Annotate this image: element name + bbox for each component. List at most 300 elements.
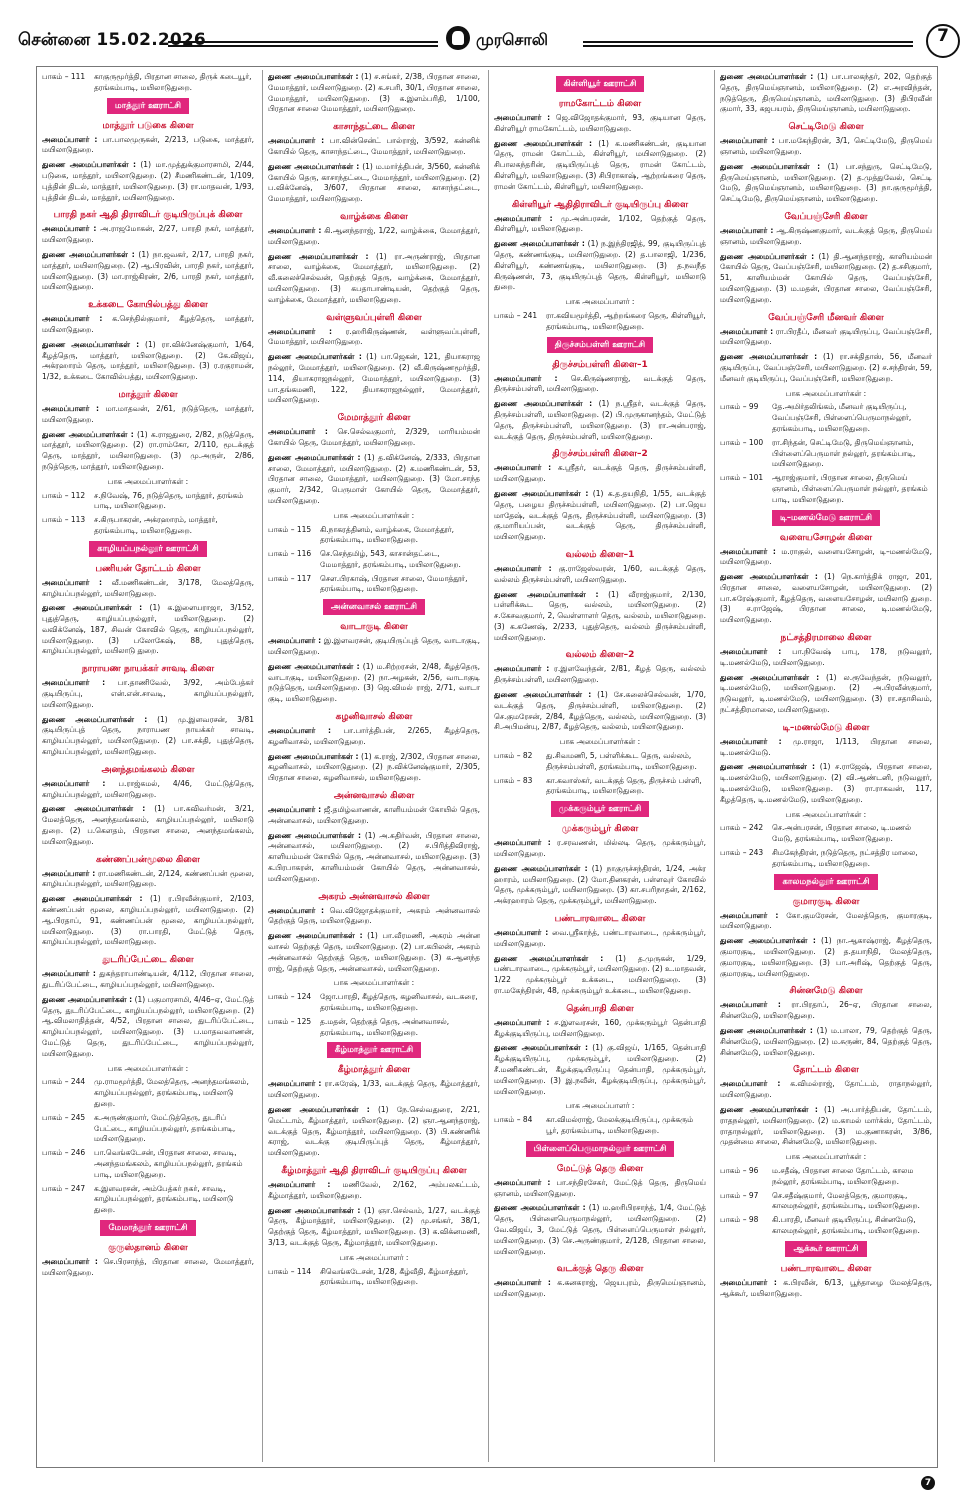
booth-member: செ.சதீஷ்குமார், மேலத்தெரு, குமாரகுடி, காலமநல்லூர், தரங்கம்பாடி, மயிலாடுதுறை. [772,1190,920,1211]
panchayat-heading: மாத்தூர் ஊராட்சி [107,98,189,114]
appointment-entry [268,72,480,115]
appointment-entry [494,690,706,733]
masthead-logo-icon [446,26,470,50]
appointment-entry [42,340,254,383]
branch-heading: பண்டாரவாடை கிளை [780,1263,872,1274]
booth-entry [720,438,932,470]
member-details: (1) க.ராஜ், 2/302, பிரதான சாலை, கழனிவாசல், மயிலாடுதுறை. (2) ந.விக்னேஷ்குமார், 2/305, பிரதான சாலை, கழனிவாசல், மயிலாடுதுறை. [268,751,480,783]
role-label: துணை அமைப்பாளர்கள் : [268,830,362,840]
role-label: துணை அமைப்பாளர்கள் : [494,1043,588,1053]
appointment-entry [268,1079,480,1101]
member-details: பா.சந்திரசேகர், மேட்டுத் தெரு, திருமெய் ஞானம், மயிலாடுதுறை. [494,1177,706,1198]
booth-member: கா.கவாஸ்கர், வடக்குத் தெரு, திருச்சம் பள்ளி, தரங்கம்பாடி, மயிலாடுதுறை. [546,775,702,796]
role-label: துணை அமைப்பாளர்கள் : [494,1203,586,1213]
booth-entry [720,1215,932,1237]
booth-entry [42,1184,254,1216]
role-label: அமைப்பாளர் : [42,868,96,878]
role-label: அமைப்பாளர் : [42,403,100,413]
member-details: (1) க.த.தயநிதி, 1/55, வடக்குத் தெரு, பழைய திருச்சம்பள்ளி, மயிலாடுதுறை. (2) பா.ஜெய மாதேஷ், வடக்குத் தெரு, திருச்சம்பள்ளி, மயிலாடுதுறை. (3) கு.மாரியப்பன், வடக்குத் தெரு, திருச்சம்பள்ளி, மயிலாடுதுறை. [494,488,706,542]
booth-number: பாகம் – 113 [42,515,86,525]
role-label: துணை அமைப்பாளர்கள் : [268,352,362,362]
appointment-entry [42,404,254,426]
appointment-entry [494,1178,706,1200]
page-header [18,24,964,60]
role-label: துணை அமைப்பாளர்கள் : [268,661,360,671]
member-details: ஜெ.விஜோதக்குமார், 93, குடியான தெரு, கிள்ளியூர் ராமகோட்டம், மயிலாடுதுறை. [494,113,706,133]
appointment-entry [268,636,480,658]
booth-number: பாகம் – 99 [720,402,759,412]
role-label: துணை அமைப்பாளர்கள் : [268,931,363,941]
appointment-entry [42,160,254,203]
member-details: (1) க.ராஜதுரை, 2/82, நடுத்தெரு, மாத்தூர், மயிலாடுதுறை. (2) ரா.ராம்கோ, 2/110, மூடக்குத் தெரு, மாத்தூர், மயிலாடுதுறை. (3) மு.அருள், 2/86, நடுத்தெரு, மாத்தூர், மயிலாடுதுறை. [42,429,254,471]
role-label: துணை அமைப்பாளர்கள் : [42,249,135,259]
member-details: ஜீ.தமிழ்வாணன், காளியம்மன் கோயில் தெரு, அன்னவாசல், மயிலாடுதுறை. [268,805,480,825]
branch-heading: முக்கரும்பூர் கிளை [561,824,639,835]
booth-member: மு.ராமமூர்த்தி, மேலத்தெரு, அனந்தமங்கலம், காழியப்பநல்லூர், தரங்கம்பாடி, மயிலாடு துறை. [94,1077,249,1108]
member-details: க.செந்தில்குமார், கீழத்தெரு, மாத்தூர், மயிலாடுதுறை. [42,314,254,334]
branch-heading: வல்லம் கிளை–1 [565,549,635,560]
role-label: அமைப்பாளர் : [720,326,774,336]
booth-member: ம.சதீஷ், பிரதான சாலை தோட்டம், காலம நல்லூர், தரங்கம்பாடி, மயிலாடுதுறை. [772,1165,914,1186]
booth-number: பாகம் – 112 [42,490,86,500]
branch-heading: ராமகோட்டம் கிளை [558,99,642,109]
booth-heading: பாக அமைப்பாளர்கள் : [785,1152,867,1162]
booth-heading: பாக அமைப்பாளர்கள் : [333,978,415,988]
booth-number: பாகம் – 114 [268,1266,312,1276]
appointment-entry [720,911,932,933]
member-details: பா.மகேந்திரன், 3/1, செட்டிமேடு, திருமெய் ஞானம், மயிலாடுதுறை. [720,136,932,156]
appointment-entry [268,726,480,748]
column-3 [494,72,706,1462]
role-label: துணை அமைப்பாளர்கள் : [720,572,818,582]
appointment-entry [494,399,706,442]
member-details: (1) பா.பாலகந்தர், 202, தெற்குத் தெரு, திருமெய்ஞானம், மயிலாடுதுறை. (2) எ.அரவிந்தன், நடுத்தெரு, திருமெய்ஞானம், மயிலாடுதுறை. (3) திபிரவீன் குமார், 33, கஜபயரம், திருமெய்ஞானம், மயிலாடுதுறை. [720,72,932,114]
member-details: ர.இளவேந்தன், 2/81, கீழத் தெரு, வல்லம் திருச்சம்பள்ளி, மயிலாடுதுறை. [494,664,706,685]
role-label: அமைப்பாளர் : [494,1177,551,1187]
booth-member: சௌ.பிரகாஷ், பிரதான சாலை, மேமாத்தூர், தரங்கம்பாடி, மயிலாடுதுறை. [320,573,468,594]
appointment-entry [720,1079,932,1101]
panchayat-heading: ஆக்கூர் ஊராட்சி [785,1241,866,1257]
member-details: (1) ரா.சக்திதாஸ், 56, மீனவர் குடியிருப்பு, வேப்பஞ்சேரி, மயிலாடுதுறை. (2) ச.சந்திரன், 59, மீனவர் குடியிருப்பு, வேப்பஞ்சேரி, மயிலாடுதுறை. [720,352,932,383]
appointment-entry [42,578,254,600]
booth-number: பாகம் – 101 [720,473,764,483]
booth-entry [42,72,254,94]
booth-number: பாகம் – 100 [720,437,764,447]
branch-heading: அனந்தமங்கலம் கிளை [101,764,195,775]
appointment-entry [720,327,932,349]
appointment-entry [268,752,480,784]
role-label: துணை அமைப்பாளர்கள் : [494,488,589,498]
role-label: அமைப்பாளர் : [494,1017,550,1027]
branch-heading: அன்னவாசல் கிளை [333,791,415,802]
booth-entry [268,574,480,596]
role-label: துணை அமைப்பாளர்கள் : [268,161,360,171]
role-label: அமைப்பாளர் : [268,726,332,736]
appointment-entry [42,779,254,801]
role-label: துணை அமைப்பாளர்கள் : [42,603,143,613]
member-details: (1) கு.விஜய், 1/165, தென்பாதி கீழக்குடியிருப்பு, முக்கரும்பூர், மயிலாடுதுறை. (2) சீ.மணிகண்டன், கீழக்குடியிருப்பு தென்பாதி, முக்கரும்பூர், மயிலாடுதுறை. (3) இ.நவீன், கீழக்குடியிருப்பு, முக்கரும்பூர், மயிலாடுதுறை. [494,1043,706,1096]
booth-number: பாகம் – 115 [268,524,312,534]
branch-heading: வள்ளுவப்புள்ளி கிளை [326,312,422,323]
role-label: அமைப்பாளர் : [494,1278,551,1288]
booth-number: பாகம் – 246 [42,1148,86,1158]
appointment-entry [494,664,706,686]
role-label: அமைப்பாளர் : [494,563,552,573]
member-details: (1) ஞா.செல்வம், 1/27, வடக்குத் தெரு, கீழ்மாத்தூர், மயிலாடுதுறை. (2) மு.சங்கர், 38/1, தெற்குத் தெரு, கீழ்மாத்தூர், மயிலாடுதுறை. (3) க.விக்னமணி, 3/13, வடக்குத் தெரு, கீழ்மாத்தூர், மயிலாடுதுறை. [268,1205,480,1247]
role-label: துணை அமைப்பாளர்கள் : [720,1104,818,1114]
member-details: (1) அ.சுதிர்வன், பிரதான சாலை, அன்னவாசல், மயிலாடுதுறை. (2) ச.பிரித்திவிராஜ், காளியம்மன் கோயில் தெரு, அன்னவாசல், மயிலாடுதுறை. (3) க.பிரபாகரன், காளியம்மன் கோயில் தெரு, அன்னவாசல், மயிலாடுதுறை. [268,830,480,883]
column-4 [720,72,932,1462]
role-label: துணை அமைப்பாளர்கள் : [42,804,146,814]
booth-number: பாகம் – 83 [494,775,533,785]
booth-member: கா.விமல்ராஜ், மேலக்குடியிருப்பு, முக்கரும் பூர், தரங்கம்பாடி, மயிலாடுதுறை. [546,1115,694,1135]
member-details: மு.ராஜா, 1/113, பிரதான சாலை, டி.மணல்மேடு. [720,736,932,757]
role-label: துணை அமைப்பாளர்கள் : [720,936,816,946]
branch-heading: நாராயண நாயக்கர் சாவடி கிளை [81,664,215,675]
role-label: துணை அமைப்பாளர்கள் : [494,399,593,409]
appointment-entry [494,214,706,236]
role-label: அமைப்பாளர் : [720,136,775,146]
appointment-entry [268,931,480,974]
appointment-entry [494,1203,706,1257]
member-details: அ.ராஜமோகன், 2/27, பாரதி நகர், மாத்தூர், மயிலாடுதுறை. [42,224,254,245]
appointment-entry [268,226,480,248]
role-label: அமைப்பாளர் : [720,647,782,657]
booth-number: பாகம் – 242 [720,823,764,833]
panchayat-heading: பிள்ளைப்பெருமாநல்லூர் ஊராட்சி [526,1141,675,1157]
booth-number: பாகம் – 111 [42,72,86,81]
branch-heading: சின்னமேடு கிளை [789,986,863,997]
role-label: அமைப்பாளர் : [494,838,551,848]
booth-member: செ.அன்பரசன், பிரதான சாலை, டி.மணல் மேடு, தரங்கம்பாடி, மயிலாடுதுறை. [772,823,912,844]
member-details: மு.அன்பரசன், 1/102, தெற்குத் தெரு, கிள்ளியூர், மயிலாடுதுறை. [494,213,706,234]
member-details: பா.வின்சென்ட் பால்ராஜ், 3/592, கன்னிக் கோயில் தெரு, காசாந்தட்டை, மேமாத்தூர், மயிலாடுதுறை. [268,136,480,156]
panchayat-heading: காழியப்பநல்லூர் ஊராட்சி [89,541,206,557]
booth-member: பா.வெங்கடேசன், பிரதான சாலை, சாவடி, அனந்தமங்கலம், காழியப்பநல்லூர், தரங்கம் பாடி, மயிலாடுதுறை. [94,1148,243,1179]
panchayat-heading: கிள்ளியூர் ஊராட்சி [556,76,645,92]
booth-heading: பாக அமைப்பாளர்கள் : [107,476,189,486]
panchayat-heading: முக்கரும்பூர் ஊராட்சி [551,801,650,817]
member-details: (1) பகுமாரசாமி, 4/46–ஏ, மேட்டுத் தெரு, துடரிப்பேட்டை, காழியப்பநல்லூர், மயிலாடுதுறை. (2) ஆ.விமலாதித்தன், 4/52, பிரதான சாலை, துடரிப்பேட்டை, காழியப்பநல்லூர், மயிலாடுதுறை. (3) ப.மாதவவாணன், மேட்டுத் தெரு, துடரிப்பேட்டை, காழியப்பநல்லூர், மயிலாடுதுறை. [42,994,254,1058]
edition-date: சென்னை 15.02.2026 [18,30,206,50]
branch-heading: கண்ணப்பன்மூலை கிளை [96,854,200,865]
appointment-entry [720,1105,932,1148]
role-label: அமைப்பாளர் : [720,736,782,746]
booth-member: சிமகேந்திரன், நடுத்தெரு, நட்சத்திர மாலை, தரங்கம்பாடி, மயிலாடுதுறை. [772,848,918,868]
appointment-entry [42,250,254,293]
role-label: துணை அமைப்பாளர்கள் : [268,72,359,81]
member-details: இ.இளவரசன், குடியிருப்புத் தெரு, வாடாகுடி, மயிலாடுதுறை. [268,636,480,657]
role-label: துணை அமைப்பாளர்கள் : [720,762,815,772]
booth-entry [268,992,480,1014]
footer-page-number: 7 [921,1476,935,1490]
appointment-entry [268,1206,480,1249]
appointment-entry [720,252,932,306]
role-label: துணை அமைப்பாளர்கள் : [42,994,133,1004]
member-details: ர.ஹரிகிருஷ்ணன், வள்ளுவப்புள்ளி, மேமாத்தூர், மயிலாடுதுறை. [268,326,480,347]
branch-heading: குமாரகுடி கிளை [792,896,860,907]
appointment-entry [494,590,706,644]
appointment-entry [720,737,932,759]
member-details: (1) க.மணிகண்டன், குடியான தெரு, ராமன் கோட்டம், கிள்ளியூர், மயிலாடுதுறை. (2) சிபாலசுந்தரின், குடியிருப்புத் தெரு, ராமன் கோட்டம், கிள்ளியூர், மயிலாடுதுறை. (3) சிபிராகாஷ், ஆற்றங்கரை தெரு, ராமன் கோட்டம், கிள்ளியூர், மயிலாடுதுறை. [494,138,706,191]
member-details: பா.தாணிவேல், 3/92, அம்பேத்கர் குடியிருப்பு, என்.என்.சாவடி, காழியப்பநல்லூர், மயிலாடுதுறை. [42,678,254,709]
booth-heading: பாக அமைப்பாளர்கள் : [785,809,867,819]
member-details: (1) மு.இளவரசன், 3/81 குடியிருப்புத் தெரு, நாராயண நாயக்கர் சாவடி, காழியப்பநல்லூர், மயிலாடுதுறை. (2) பா.சக்தி, புதுத்தெரு, காழியப்பநல்லூர், மயிலாடுதுறை. [42,714,254,757]
branch-heading: கழனிவாசல் கிளை [335,712,413,723]
member-details: செ.செல்வகுமார், 2/329, மாரியம்மன் கோயில் தெரு, மேமாத்தூர், மயிலாடுதுறை. [268,427,480,447]
appointment-entry [494,1018,706,1040]
branch-heading: நட்சத்திரமாலை கிளை [780,633,872,644]
appointment-entry [268,1105,480,1159]
branch-heading: கீழ்மாத்தூர் ஆதி திராவிடர் குடியிருப்பு கிளை [281,1165,467,1176]
role-label: அமைப்பாளர் : [720,1000,781,1010]
role-label: துணை அமைப்பாளர்கள் : [42,894,143,904]
branch-heading: வேப்பஞ்சேரி கிளை [784,211,868,222]
branch-heading: துடரிப்பேட்டை கிளை [102,955,194,966]
appointment-entry [720,1000,932,1022]
booth-heading: பாக அமைப்பாளர் : [339,1252,409,1262]
role-label: துணை அமைப்பாளர்கள் : [720,251,815,261]
appointment-entry [720,936,932,979]
member-details: செ.பிரசாந்த், பிரதான சாலை, மேமாத்தூர், மயிலாடுதுறை. [42,1256,254,1277]
appointment-entry [720,547,932,569]
booth-entry [42,515,254,537]
newspaper-name: முரசொலி [476,30,548,49]
booth-number: பாகம் – 117 [268,573,312,583]
role-label: துணை அமைப்பாளர்கள் : [42,160,137,170]
branch-heading: திருச்சம்பள்ளி கிளை–2 [552,449,648,460]
appointment-entry [494,1043,706,1097]
member-details: க.கனகராஜ், ஜெயபுரம், திருமெய்ஞானம், மயிலாடுதுறை. [494,1278,706,1299]
role-label: துணை அமைப்பாளர்கள் : [268,251,369,261]
branch-heading: வாழ்க்கை கிளை [340,211,408,222]
booth-entry [720,402,932,434]
appointment-entry [494,838,706,860]
booth-number: பாகம் – 97 [720,1190,759,1200]
role-label: அமைப்பாளர் : [268,225,322,235]
appointment-entry [268,252,480,306]
role-label: துணை அமைப்பாளர்கள் : [42,339,140,349]
appointment-entry [268,162,480,205]
column-divider [714,70,715,1462]
appointment-entry [494,1278,706,1300]
member-details: துகந்தராபாண்டியன், 4/112, பிரதான சாலை, துடரிப்பேட்டை, காழியப்பநல்லூர், மயிலாடுதுறை. [42,969,254,990]
role-label: அமைப்பாளர் : [42,577,103,587]
booth-member: ரா.கவியமூர்த்தி, ஆற்றங்கரை தெரு, கிள்ளியூர், தரங்கம்பாடி, மயிலாடுதுறை. [546,310,706,331]
panchayat-heading: மேமாத்தூர் ஊராட்சி [100,1220,195,1236]
booth-number: பாகம் – 125 [268,1016,312,1026]
member-details: செ.கிருஷ்ணராஜ், வடக்குத் தெரு, திருச்சம்பள்ளி, மயிலாடுதுறை. [494,373,706,394]
branch-heading: வேப்பஞ்சேரி மீனவர் கிளை [768,312,884,323]
panchayat-heading: காலமநல்லூர் ஊராட்சி [774,874,877,890]
member-details: மா.மாதவன், 2/61, நடுத்தெரு, மாத்தூர், மயிலாடுதுறை. [42,403,254,424]
appointment-entry [494,239,706,293]
member-details: பா.நிவேஷ் பாபு, 178, நடுவலூர், டி.மணல்மேடு, மயிலாடுதுறை. [720,647,932,667]
booth-member: க.இளவரசன், அம்பேத்கர் நகர், சாவடி, காழியப்பநல்லூர், தரங்கம்பாடி, மயிலாடு துறை. [94,1183,234,1215]
booth-entry [720,848,932,870]
appointment-entry [720,647,932,669]
member-details: (1) த.விக்னேஷ், 2/333, பிரதான சாலை, மேமாத்தூர், மயிலாடுதுறை. (2) க.மணிகண்டன், 53, பிரதான சாலை, மேமாத்தூர், மயிலாடுதுறை. (3) மோ.சாந்த குமார், 2/342, பெருமாள் கோயில் தெரு, மேமாத்தூர், மயிலாடுதுறை. [268,452,480,505]
appointment-entry [268,352,480,406]
appointment-entry [42,314,254,336]
role-label: துணை அமைப்பாளர்கள் : [720,672,820,682]
appointment-entry [268,805,480,827]
member-details: ஆ.கிருஷ்ணகுமார், வடக்குத் தெரு, திருமெய் ஞானம், மயிலாடுதுறை. [720,225,932,246]
role-label: அமைப்பாளர் : [494,463,552,473]
booth-entry [268,549,480,571]
member-details: (1) பா.கவிவர்மன், 3/21, மேலத்தெரு, அனந்தமங்கலம், காழியப்பநல்லூர், மயிலாடு துறை. (2) ப.கௌதம், பிரதான சாலை, அனந்தமங்கலம், மயிலாடுதுறை. [42,804,254,846]
branch-heading: தோட்டம் கிளை [793,1065,859,1076]
booth-entry [720,473,932,505]
branch-heading: வல்லம் கிளை–2 [565,650,635,661]
member-details: கு.ராஜேஸ்வரன், 1/60, வடக்குத் தெரு, வல்லம் திருச்சம்பள்ளி, மயிலாடுதுறை. [494,563,706,584]
column-divider [262,70,263,1462]
appointment-entry [42,969,254,991]
panchayat-heading: டி–மணல்மேடு ஊராட்சி [772,510,880,526]
role-label: துணை அமைப்பாளர்கள் : [494,138,592,148]
booth-member: ஆராஜ்குமார், பிரதான சாலை, திருமெய் ஞானம், பிள்ளைப்பெருமாள் நல்லூர், தரங்கம் பாடி, மயிலாடுதுறை. [772,473,928,504]
role-label: துணை அமைப்பாளர்கள் : [720,1026,813,1035]
member-details: (1) த.முருகன், 1/29, பண்டாரவாடை, முக்கரும்பூர், மயிலாடுதுறை. (2) உ.மாதவன், 1/22 முக்கரும்பூர் உக்கடை, மயிலாடுதுறை. (3) ரா.மகேந்திரன், 48, முக்கரும்பூர் உக்கடை, மயிலாடுதுறை. [494,953,706,996]
member-details: (1) ல.ரூவேந்தன், நடுவலூர், டி.மணல்மேடு, மயிலாடுதுறை. (2) அ.பிரவீன்குமார், நடுவலூர், டி.மணல்மேடு, மயிலாடுதுறை. (3) ரா.சதாசிவம், நட்சத்திரமாலை, மயிலாடுதுறை. [720,672,932,715]
appointment-entry [268,1180,480,1202]
role-label: துணை அமைப்பாளர்கள் : [720,72,814,81]
role-label: துணை அமைப்பாளர்கள் : [42,429,134,439]
branch-heading: குருஸ்தானம் கிளை [108,1242,188,1253]
column-2 [268,72,480,1462]
role-label: துணை அமைப்பாளர்கள் : [268,1205,361,1215]
booth-member: ச.கிருபாகரன், அக்ரஹாரம், மாத்தூர், தரங்கம்பாடி, மயிலாடுதுறை. [94,515,218,535]
branch-heading: பணியன் தோட்டம் கிளை [95,563,201,574]
branch-heading: மேமாத்தூர் கிளை [337,413,411,424]
booth-entry [494,1115,706,1137]
booth-member: ச.நிவேஷ், 76, நடுத்தெரு, மாத்தூர், தரங்கம் பாடி, மயிலாடுதுறை. [94,490,244,511]
booth-member: செ.செந்தமிழ், 543, காசான்தட்டை, மேமாத்தூர், தரங்கம்பாடி, மயிலாடுதுறை. [320,549,461,569]
booth-entry [268,1017,480,1039]
role-label: அமைப்பாளர் : [494,113,551,122]
appointment-entry [720,352,932,384]
booth-entry [494,751,706,773]
appointment-entry [268,453,480,507]
appointment-entry [494,139,706,193]
member-details: (1) ம.சிற்றரசன், 2/48, கீழத்தெரு, வாடாகுடி, மயிலாடுதுறை. (2) நா.அழகன், 2/56, வாடாகுடி நடுத்தெரு, மயிலாடுதுறை. (3) ஜெ.விமல் ராஜ், 2/71, வாடா குடி, மயிலாடுதுறை. [268,661,480,704]
appointment-entry [720,673,932,716]
booth-number: பாகம் – 98 [720,1215,759,1225]
appointment-entry [720,1278,932,1300]
booth-entry [494,311,706,333]
booth-member: ரா.சிந்தன், செட்டிமேடு, திருமெய்ஞானம், பிள்ளைப்பெருமாள் நல்லூர், தரங்கம்பாடி, மயிலாடுதுறை. [772,437,916,469]
member-details: (1) சே.கலைச்செல்வன், 1/70, வடக்குத் தெரு, திருச்சம்பள்ளி, மயிலாடுதுறை. (2) செ.குமரேசன், 2/84, கீழத்தெரு, வல்லம், மயிலாடுதுறை. (3) சி.அபிமன்யு, 2/87, கீழத்தெரு, வல்லம், மயிலாடுதுறை. [494,690,706,732]
member-details: (1) நெ.கார்த்திக் ராஜா, 201, பிரதான சாலை, வளையசோழன், மயிலாடுதுறை. (2) பா.சுரேஷ்குமார், கீழத்தெரு, வளையசோழன், மயிலாடு துறை. (3) ச.ராஜேஷ், பிரதான சாலை, டி.மணல்மேடு, மயிலாடுதுறை. [720,572,932,625]
appointment-entry [42,603,254,657]
booth-entry [268,525,480,547]
role-label: அமைப்பாளர் : [268,427,328,437]
branch-heading: டி–மணல்மேடு கிளை [782,722,870,733]
appointment-entry [42,135,254,157]
role-label: அமைப்பாளர் : [268,636,322,646]
member-details: (1) ர.பிரவீன்குமார், 2/103, கண்ணப்பன் மூலை, காழியப்பநல்லூர், மயிலாடுதுறை. (2) ஆ.பிரதாப், 91, கண்ணப்பன் மூலை, காழியப்பநல்லூர், மயிலாடுதுறை. (3) ரா.பாரதி, மேட்டுத் தெரு, காழியப்பநல்லூர், மயிலாடுதுறை. [42,894,254,947]
role-label: அமைப்பாளர் : [42,678,106,688]
role-label: அமைப்பாளர் : [268,1079,322,1089]
member-details: (1) பா.ஜெகன், 121, தியாகராஜ நல்லூர், மேமாத்தூர், மயிலாடுதுறை. (2) வீ.கிருஷ்ணமூர்த்தி, 114, தியாகராஜநல்லூர், மேமாத்தூர், மயிலாடுதுறை. (3) பா.தங்கமணி, 122, தியாகராஜநல்லூர், மேமாத்தூர், மயிலாடுதுறை. [268,352,480,405]
appointment-entry [494,489,706,543]
role-label: துணை அமைப்பாளர்கள் : [268,452,361,462]
appointment-entry [42,995,254,1060]
branch-heading: அகரம் அன்னவாசல் கிளை [318,891,430,902]
appointment-entry [494,463,706,485]
booth-member: சிவெங்கடேசன், 1/28, கீழ்வீதி, கீழ்மாத்தூர், தரங்கம்பாடி, மயிலாடுதுறை. [320,1266,469,1287]
appointment-entry [720,72,932,115]
member-details: ரா.சுரேஷ், 1/33, வடக்குத் தெரு, கீழ்மாத்தூர், மயிலாடுதுறை. [268,1079,480,1100]
role-label: அமைப்பாளர் : [494,664,550,674]
role-label: துணை அமைப்பாளர்கள் : [494,863,588,873]
booth-member: காகுருமூர்த்தி, பிரதான சாலை, திருக் கடையூர், தரங்கம்பாடி, மயிலாடுதுறை. [94,72,252,92]
booth-number: பாகம் – 116 [268,549,312,559]
appointment-entry [268,136,480,158]
member-details: ச.இளவரசன், 160, முக்கரும்பூர் தென்பாதி கீழக்குடியிருப்பு, மயிலாடுதுறை. [494,1017,706,1038]
booth-entry [42,1077,254,1109]
member-details: ரா.மணிகண்டன், 2/124, கண்ணப்பன் மூலை, காழியப்பநல்லூர், மயிலாடுதுறை. [42,868,254,889]
appointment-entry [42,804,254,847]
member-details: ர.சரவணன், மில்லடி தெரு, முக்கரும்பூர், மயிலாடுதுறை. [494,838,706,859]
member-details: (1) நாகுருச்சந்திரன், 1/24, அக்ர ஹாரம், மயிலாடுதுறை. (2) மோ.தினகரன், பள்ளவுர் கோவில் தெரு, முக்கரும்பூர், மயிலாடுதுறை. (3) கா.சபரிநாதன், 2/162, அக்ரஹாரம் தெரு, முக்கரும்பூர், மயிலாடுதுறை. [494,863,706,906]
appointment-entry [42,430,254,473]
appointment-entry [268,327,480,349]
branch-heading: வாடாகுடி கிளை [340,622,408,633]
member-details: பா.பாலமுருகன், 2/213, படுகை, மாத்தூர், மயிலாடுதுறை. [42,134,254,155]
branch-heading: தென்பாதி கிளை [566,1003,634,1014]
member-details: (1) நா.ஆகாஷ்ராஜ், கீழத்தெரு, குமாரகுடி, மயிலாடுதுறை. (2) த.தயாநிதி, மேலத்தெரு, குமாரகுடி, மயிலாடுதுறை. (3) பா.அரிஷ், தெற்குத் தெரு, குமாரகுடி, மயிலாடுதுறை. [720,936,932,978]
panchayat-heading: கீழ்மாத்தூர் ஊராட்சி [327,1042,421,1058]
booth-entry [720,823,932,845]
booth-entry [268,1267,480,1289]
member-details: ப.ராஜ்கமல், 4/46, மேட்டுத்தெரு, காழியப்பநல்லூர், மயிலாடுதுறை. [42,778,254,799]
role-label: அமைப்பாளர் : [268,326,332,336]
role-label: துணை அமைப்பாளர்கள் : [494,239,585,249]
member-details: (1) நே.செல்வதுரை, 2/21, மெட்டாம், கீழ்மாத்தூர், மயிலாடுதுறை. (2) ஞா.ஆனந்தராஜ், வடக்குத் தெரு, கீழ்மாத்தூர், மயிலாடுதுறை. (3) பி.கண்ணிக் கராஜ், வடக்கு குடியிருப்புத் தெரு, கீழ்மாத்தூர், மயிலாடுதுறை. [268,1104,480,1158]
booth-entry [720,1166,932,1188]
role-label: அமைப்பாளர் : [268,1179,331,1189]
role-label: அமைப்பாளர் : [42,1256,98,1266]
branch-heading: வடக்குத் தெரு கிளை [556,1264,644,1275]
role-label: அமைப்பாளர் : [42,134,98,144]
role-label: அமைப்பாளர் : [720,225,774,235]
role-label: அமைப்பாளர் : [268,805,322,815]
role-label: அமைப்பாளர் : [720,546,776,556]
appointment-entry [494,374,706,396]
appointment-entry [720,162,932,205]
booth-entry [494,776,706,798]
appointment-entry [720,136,932,158]
branch-heading: கீழ்மாத்தூர் கிளை [337,1065,411,1076]
role-label: அமைப்பாளர் : [42,224,97,234]
role-label: துணை அமைப்பாளர்கள் : [268,1104,370,1114]
booth-number: பாகம் – 244 [42,1077,86,1087]
booth-heading: பாக அமைப்பாளர்கள் : [107,1063,189,1073]
member-details: (1) பா.சந்துரு, செட்டிமேடு, திருமெய்ஞானம், மயிலாடுதுறை. (2) த.முத்துவேல், செட்டி மேடு, திருமெய்ஞானம், மயிலாடுதுறை. (3) நா.குருமூர்த்தி, செட்டிமேடு, திருமெய்ஞானம், மயிலாடுதுறை. [720,161,932,204]
role-label: துணை அமைப்பாளர்கள் : [494,690,592,700]
booth-member: கி.நாகரத்தினம், வாழ்க்கை, மேமாத்தூர், தரங்கம்பாடி, மயிலாடுதுறை. [320,524,455,545]
booth-member: தே.அமிர்தலிங்கம், மீனவர் குடியிருப்பு, வேப்பஞ்சேரி, பிள்ளைப்பெருமாநல்லூர், தரங்கம்பாடி, மயிலாடுதுறை. [772,402,912,433]
branch-heading: பாரதி நகர் ஆதி திராவிடர் குடியிருப்புக் கிளை [53,210,243,221]
booth-member: க.அருண்குமார், மேட்டுத்தெரு, துடரிப் பேட்டை, காழியப்பநல்லூர், தரங்கம்பாடி, மயிலாடுதுறை. [94,1112,236,1144]
member-details: (1) தி.ஆனந்தராஜ், காளியம்மன் கோயில் தெரு, வேப்பஞ்சேரி, மயிலாடுதுறை. (2) த.சசிகுமார், 51, காளியம்மன் கோயில் தெரு, வேப்பஞ்சேரி, மயிலாடுதுறை. (3) ம.மதன், பிரதான சாலை, வேப்பஞ்சேரி, மயிலாடுதுறை. [720,251,932,304]
appointment-entry [494,928,706,950]
appointment-entry [720,762,932,805]
member-details: கோ.குமரேசன், மேலத்தெரு, குமாரகுடி, மயிலாடுதுறை. [720,910,932,931]
branch-heading: திருச்சம்பள்ளி கிளை–1 [552,359,648,370]
panchayat-heading: அன்னவாசல் ஊராட்சி [323,599,425,615]
